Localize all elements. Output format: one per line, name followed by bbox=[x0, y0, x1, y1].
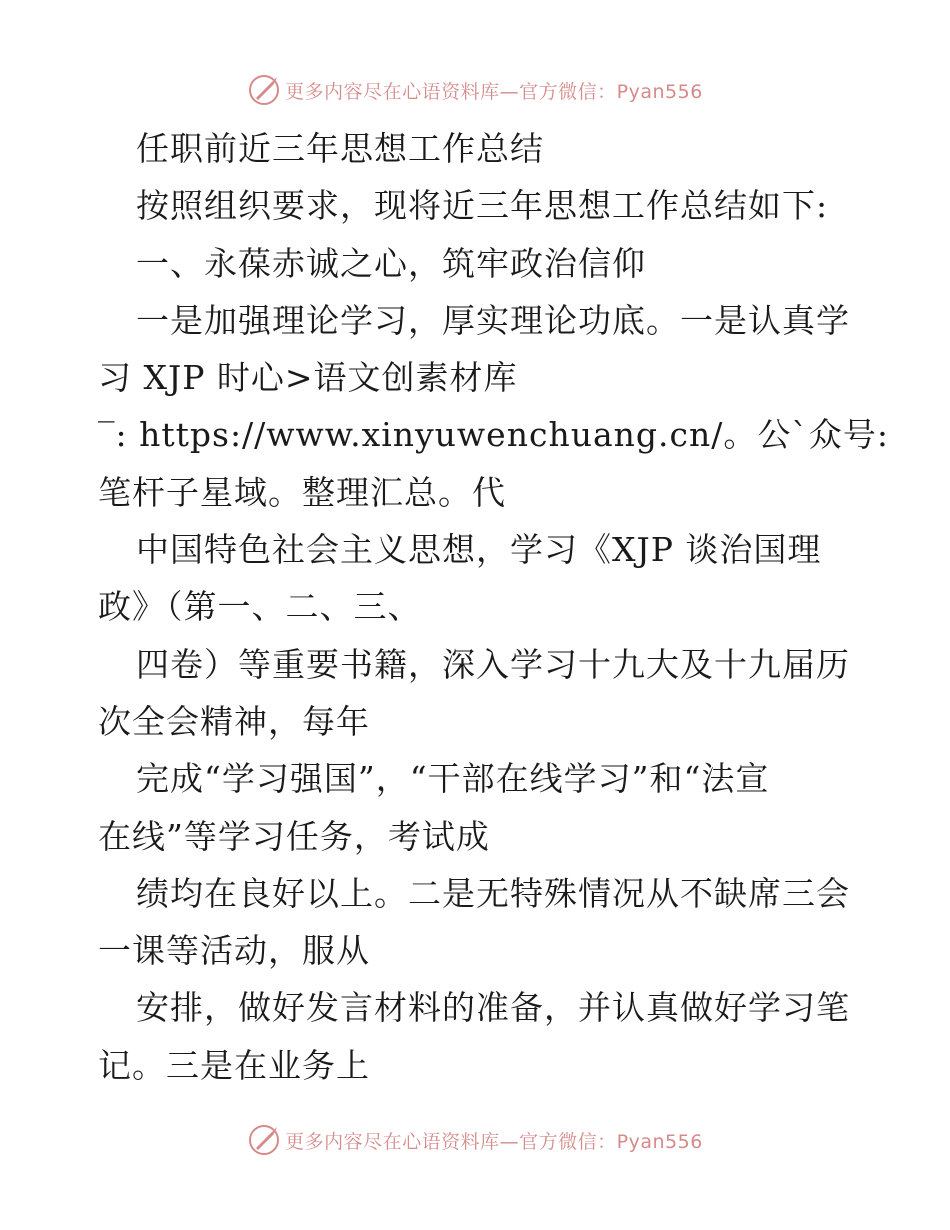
watermark-text: 更多内容尽在心语资料库—官方微信：Pyan556 bbox=[285, 1130, 703, 1153]
text-line: 一是加强理论学习，厚实理论功底。一是认真学 bbox=[136, 300, 850, 340]
text-line: 记。三是在业务上 bbox=[98, 1045, 370, 1085]
document-title: 任职前近三年思想工作总结 bbox=[136, 129, 544, 168]
quill-logo-icon bbox=[247, 1123, 281, 1157]
text-line: 一课等活动，服从 bbox=[98, 931, 370, 971]
text-line: 一、永葆赤诚之心，筑牢政治信仰 bbox=[136, 243, 646, 283]
text-line: 在线”等学习任务，考试成 bbox=[98, 816, 490, 856]
text-line: 安排，做好发言材料的准备，并认真做好学习笔 bbox=[136, 988, 850, 1028]
text-line: 绩均在良好以上。二是无特殊情况从不缺席三会 bbox=[136, 873, 850, 913]
header-watermark bbox=[0, 70, 950, 110]
text-line: 笔杆子星域。整理汇总。代 bbox=[98, 472, 506, 512]
text-line: 政》（第一、二、三、 bbox=[98, 587, 422, 627]
text-line: 按照组织要求，现将近三年思想工作总结如下: bbox=[136, 186, 829, 226]
text-line: 次全会精神，每年 bbox=[98, 701, 370, 741]
text-line: 四卷）等重要书籍，深入学习十九大及十九届历 bbox=[136, 644, 850, 684]
footer-watermark bbox=[0, 1120, 950, 1160]
text-line: 习 XJP 时心>语文创素材库 bbox=[98, 358, 518, 398]
text-line: ‾: https://www.xinyuwenchuang.cn/。公`众号: bbox=[98, 415, 889, 455]
text-line: 中国特色社会主义思想，学习《XJP 谈治国理 bbox=[136, 530, 822, 570]
watermark-text: 更多内容尽在心语资料库—官方微信：Pyan556 bbox=[285, 80, 703, 103]
quill-logo-icon bbox=[247, 73, 281, 107]
document-body bbox=[98, 120, 889, 1094]
text-line: 完成“学习强国”，“干部在线学习”和“法宣 bbox=[136, 759, 770, 799]
